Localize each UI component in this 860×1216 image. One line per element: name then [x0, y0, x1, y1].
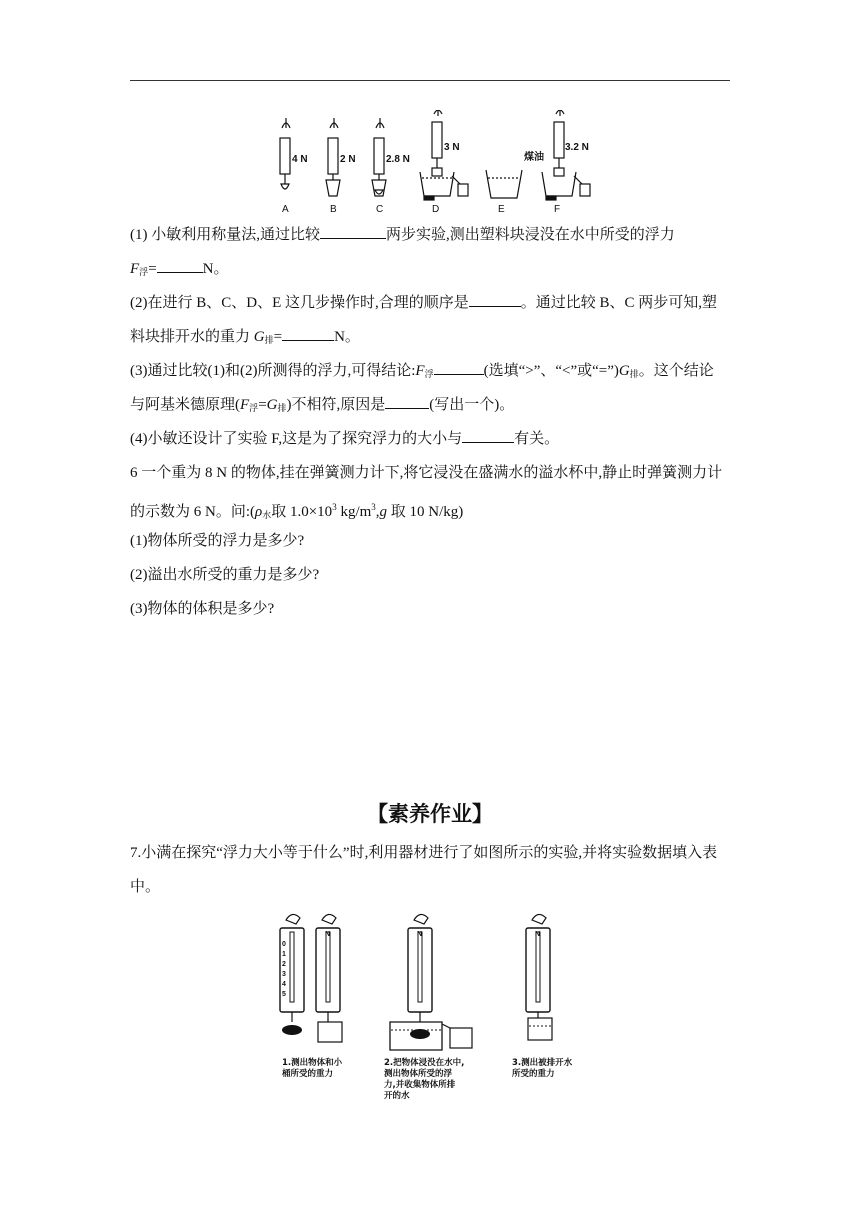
answer-blank[interactable]: [434, 360, 484, 375]
svg-text:N: N: [535, 931, 541, 938]
q6-sub-3: (3)物体的体积是多少?: [130, 601, 275, 617]
section-heading: 【素养作业】: [367, 802, 493, 826]
answer-blank[interactable]: [462, 428, 514, 443]
reading-d: 3 N: [444, 142, 460, 153]
svg-text:4: 4: [282, 981, 286, 988]
q6-line-1: 6 一个重为 8 N 的物体,挂在弹簧测力计下,将它浸没在盛满水的溢水杯中,静止时弹簧测力计: [130, 465, 723, 481]
buoyancy-experiment-figure: [268, 110, 608, 218]
figure2-caption-1: 1.测出物体和小 桶所受的重力: [282, 1058, 343, 1079]
answer-blank[interactable]: [469, 292, 521, 307]
kerosene-label: 煤油: [524, 152, 544, 163]
label-e: E: [498, 204, 505, 215]
question-6: [130, 456, 732, 626]
svg-text:N: N: [417, 931, 423, 938]
answer-blank[interactable]: [320, 224, 386, 239]
label-a: A: [282, 204, 289, 215]
reading-b: 2 N: [340, 154, 356, 165]
svg-text:3: 3: [282, 971, 286, 978]
label-d: D: [432, 204, 440, 215]
label-f: F: [554, 204, 561, 215]
q5-line-3: (2)在进行 B、C、D、E 这几步操作时,合理的顺序是 。通过比较 B、C 两步可知,塑: [130, 286, 732, 320]
answer-blank[interactable]: [282, 326, 334, 341]
q5-line-5: (3)通过比较(1)和(2)所测得的浮力,可得结论$:F_浮$ (选填“>”、“<”或“$=”)G_排$。这个结论: [130, 354, 732, 388]
q6-sub-2: (2)溢出水所受的重力是多少?: [130, 567, 320, 583]
q6-sub-1: (1)物体所受的浮力是多少?: [130, 533, 305, 549]
reading-a: 4 N: [292, 154, 308, 165]
figure2-caption-3: 3.测出被排开水 所受的重力: [512, 1058, 573, 1079]
q5-line-1: (1) 小敏利用称量法,通过比较 两步实验,测出塑料块浸没在水中所受的浮力: [130, 218, 732, 252]
svg-text:0: 0: [282, 941, 286, 948]
q5-line-4: 料块排开水的重力 $G_排= N$。: [130, 320, 732, 354]
reading-f: 3.2 N: [565, 142, 589, 153]
answer-blank[interactable]: [157, 258, 203, 273]
q5-line-6: 与阿基米德原理$(F_浮=G_排)$不相符,原因是 (写出一个)。: [130, 388, 732, 422]
question-7: [130, 836, 732, 904]
q5-line-2: $F_浮= N$。: [130, 252, 732, 286]
svg-text:2: 2: [282, 961, 286, 968]
answer-blank[interactable]: [385, 394, 429, 409]
reading-c: 2.8 N: [386, 154, 410, 165]
figure2-caption-2: 2.把物体浸没在水中, 测出物体所受的浮 力,并收集物体所排 开的水: [384, 1058, 465, 1101]
label-c: C: [376, 204, 384, 215]
svg-text:1: 1: [282, 951, 286, 958]
q7-line-2: 中。: [130, 879, 161, 895]
header-rule: [130, 80, 730, 81]
question-5: [130, 218, 732, 456]
svg-text:N: N: [325, 931, 331, 938]
q7-line-1: 7.小满在探究“浮力大小等于什么”时,利用器材进行了如图所示的实验,并将实验数据填入表: [130, 845, 718, 861]
label-b: B: [330, 204, 337, 215]
q6-line-2: 的示数为 6 N。问$:(\rho_水$取 $1.0\times 10^3$ $kg/m^3,g$ 取 10 N/kg): [130, 502, 464, 520]
q5-line-7: (4)小敏还设计了实验 F,这是为了探究浮力的大小与 有关。: [130, 422, 732, 456]
svg-text:5: 5: [282, 991, 286, 998]
